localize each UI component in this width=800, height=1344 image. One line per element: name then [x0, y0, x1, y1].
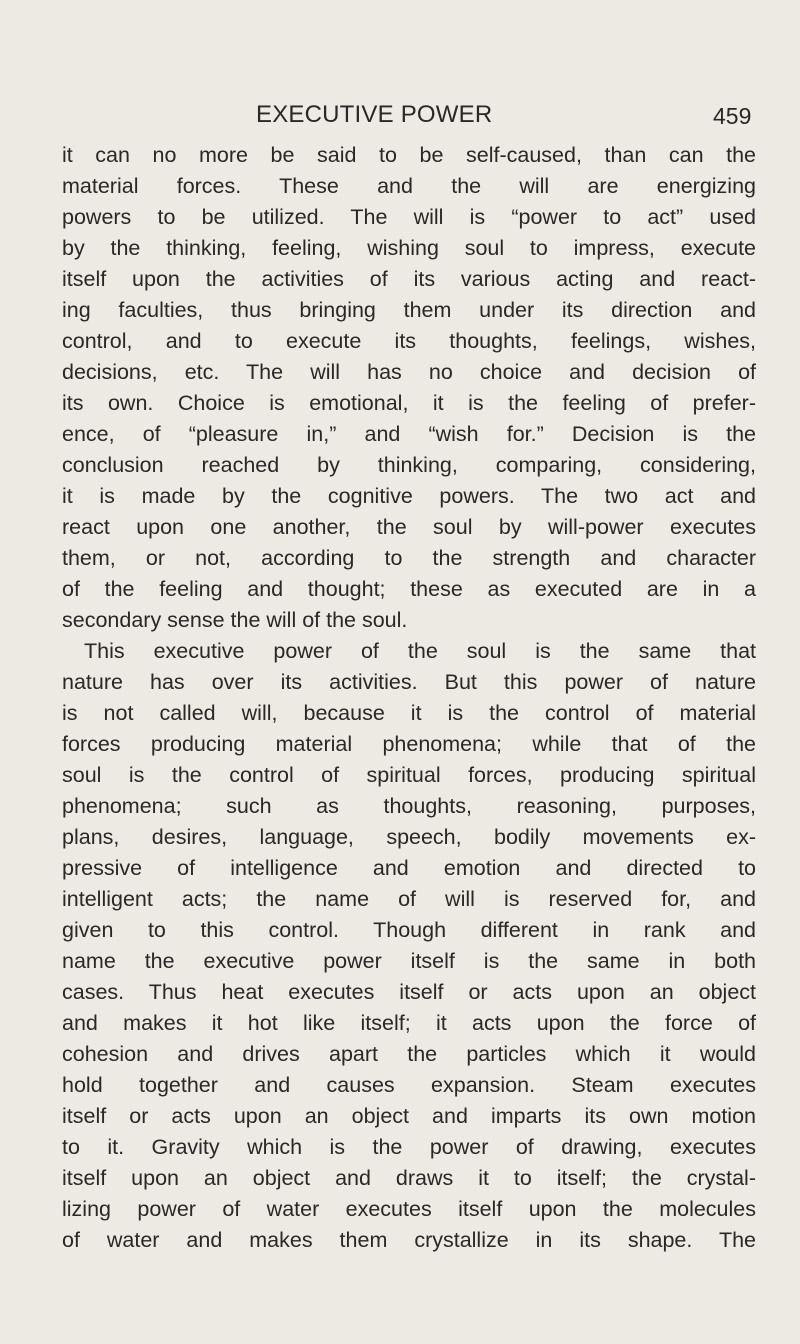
text-line: control, and to execute its thoughts, feelings, wishes,	[62, 329, 756, 353]
text-line: material forces. These and the will are energizing	[62, 174, 756, 198]
text-line: phenomena; such as thoughts, reasoning, purposes,	[62, 794, 756, 818]
text-line: itself upon the activities of its various acting and react-	[62, 267, 756, 291]
text-line: of water and makes them crystallize in its shape. The	[62, 1228, 756, 1252]
text-line: nature has over its activities. But this power of nature	[62, 670, 756, 694]
text-line: to it. Gravity which is the power of drawing, executes	[62, 1135, 756, 1159]
text-line: plans, desires, language, speech, bodily movements ex-	[62, 825, 756, 849]
text-line: by the thinking, feeling, wishing soul to impress, execute	[62, 236, 756, 260]
text-line: conclusion reached by thinking, comparing, considering,	[62, 453, 756, 477]
running-head	[0, 101, 800, 137]
paragraph-end-line: secondary sense the will of the soul.	[62, 608, 408, 632]
text-line: itself or acts upon an object and imparts its own motion	[62, 1104, 756, 1128]
body-text	[62, 140, 756, 1256]
text-line: ing faculties, thus bringing them under its direction and	[62, 298, 756, 322]
text-line: its own. Choice is emotional, it is the feeling of prefer-	[62, 391, 756, 415]
text-line: cohesion and drives apart the particles which it would	[62, 1042, 756, 1066]
running-title: EXECUTIVE POWER	[256, 101, 493, 128]
text-line: itself upon an object and draws it to itself; the crystal-	[62, 1166, 756, 1190]
text-line: is not called will, because it is the control of material	[62, 701, 756, 725]
text-line: it can no more be said to be self-caused, than can the	[62, 143, 756, 167]
text-line: them, or not, according to the strength and character	[62, 546, 756, 570]
text-line: decisions, etc. The will has no choice and decision of	[62, 360, 756, 384]
text-line: intelligent acts; the name of will is reserved for, and	[62, 887, 756, 911]
text-line: forces producing material phenomena; while that of the	[62, 732, 756, 756]
text-line: react upon one another, the soul by will-power executes	[62, 515, 756, 539]
text-line: lizing power of water executes itself upon the molecules	[62, 1197, 756, 1221]
text-line: pressive of intelligence and emotion and directed to	[62, 856, 756, 880]
text-line: it is made by the cognitive powers. The two act and	[62, 484, 756, 508]
text-line: of the feeling and thought; these as executed are in a	[62, 577, 756, 601]
paragraph-start-line: This executive power of the soul is the same that	[84, 639, 756, 663]
text-line: soul is the control of spiritual forces, producing spiritual	[62, 763, 756, 787]
text-line: given to this control. Though different in rank and	[62, 918, 756, 942]
text-line: and makes it hot like itself; it acts upon the force of	[62, 1011, 756, 1035]
text-line: cases. Thus heat executes itself or acts upon an object	[62, 980, 756, 1004]
text-line: ence, of “pleasure in,” and “wish for.” Decision is the	[62, 422, 756, 446]
text-line: powers to be utilized. The will is “power to act” used	[62, 205, 756, 229]
text-line: hold together and causes expansion. Steam executes	[62, 1073, 756, 1097]
text-line: name the executive power itself is the same in both	[62, 949, 756, 973]
page-number: 459	[713, 103, 752, 129]
